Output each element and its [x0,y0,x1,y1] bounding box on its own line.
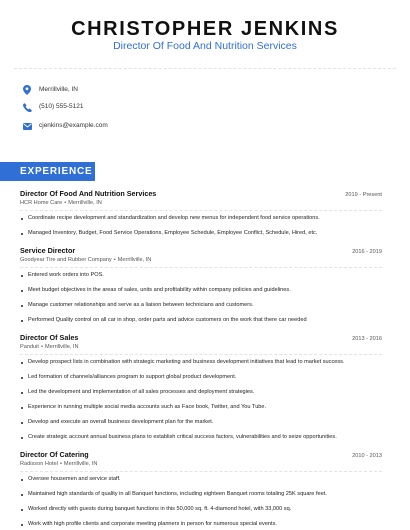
map-pin-icon [22,85,32,95]
job-entry [20,188,382,237]
job-header [20,449,382,460]
list-item: Develop prospect lists in combination with strategic marketing and business development initiatives that lead to market success. [20,359,382,366]
job-divider [20,210,382,211]
location-text: Merrillville, IN [39,86,78,93]
job-dates: 2010 - 2013 [352,453,382,459]
list-item: Oversee housemen and service staff. [20,476,382,483]
contact-email[interactable] [22,120,108,132]
job-company-line [20,460,382,469]
list-item: Led the development and implementation of all sales processes and deployment strategies. [20,389,382,396]
job-company-line [20,256,382,265]
list-item: Manage customer relationships and serve as a liaison between technicians and customers. [20,302,382,309]
job-dates: 2016 - 2019 [352,249,382,255]
list-item: Performed Quality control on all car in shop, order parts and advice customers on the work that there car needed [20,317,382,324]
list-item: Maintained high standards of quality in all Banquet functions, including eighteen Banquet rooms totaling 25K square feet. [20,491,382,498]
job-bullets [20,476,382,528]
list-item: Work with high profile clients and corporate meeting planners in person for numerous special events. [20,521,382,528]
list-item: Develop and execute an overall business development plan for the market. [20,419,382,426]
job-company: Panduit [20,344,39,350]
job-header [20,332,382,343]
job-title: Director Of Food And Nutrition Services [20,189,157,198]
job-company: Radisson Hotel [20,461,58,467]
candidate-name: CHRISTOPHER JENKINS [71,18,339,40]
job-company-line [20,199,382,208]
job-company: HCR Home Care [20,200,63,206]
job-entry [20,245,382,324]
separator-dot: • [40,344,43,350]
list-item: Managed Inventory, Budget, Food Service Operations, Employee Schedule, Employee Conflict, Schedule, Hired, etc. [20,230,382,237]
job-location: Merrillville, IN [68,200,102,206]
experience-heading: EXPERIENCE [0,162,95,181]
job-bullets [20,272,382,324]
job-header [20,188,382,199]
job-bullets [20,359,382,441]
job-company-line [20,343,382,352]
list-item: Meet budget objectives in the areas of sales, units and profitability within company policies and guidelines. [20,287,382,294]
job-entry [20,332,382,441]
job-divider [20,354,382,355]
job-divider [20,471,382,472]
separator-dot: • [59,461,62,467]
job-title: Director Of Sales [20,333,79,342]
job-location: Merrillville, IN [117,257,152,263]
list-item: Entered work orders into POS. [20,272,382,279]
job-title: Service Director [20,246,76,255]
list-item: Worked directly with guests during banquet functions in this 50,000 sq. ft. 4-diamond hotel, with 33,000 sq. [20,506,382,513]
job-bullets [20,215,382,237]
list-item: Led formation of channels/alliances program to support global product development. [20,374,382,381]
job-location: Merrillville, IN [44,344,79,350]
separator-dot: • [64,200,67,206]
job-dates: 2013 - 2016 [352,336,382,342]
email-link[interactable]: cjenkins@example.com [39,122,108,129]
list-item: Experience in running multiple social media accounts such as Face book, Twitter, and You Tube. [20,404,382,411]
job-title: Director Of Catering [20,450,89,459]
job-entry [20,449,382,528]
phone-text: (510) 555-5121 [39,103,84,110]
job-company: Goodyear Tire and Rubber Company [20,257,112,263]
list-item: Coordinate recipe development and standardization and develop new menus for independent food service operations. [20,215,382,222]
header-divider [14,68,396,69]
envelope-icon [22,121,32,131]
job-dates: 2019 - Present [345,192,382,198]
job-location: Merrillville, IN [63,461,98,467]
contact-location [22,84,78,96]
candidate-title: Director Of Food And Nutrition Services [113,40,297,52]
job-header [20,245,382,256]
job-divider [20,267,382,268]
list-item: Create strategic account annual business plans to establish critical success factors, vulnerabilities and to seize opportunities. [20,434,382,441]
contact-phone [22,101,83,113]
separator-dot: • [113,257,116,263]
phone-icon [22,102,32,112]
experience-list [20,188,382,530]
